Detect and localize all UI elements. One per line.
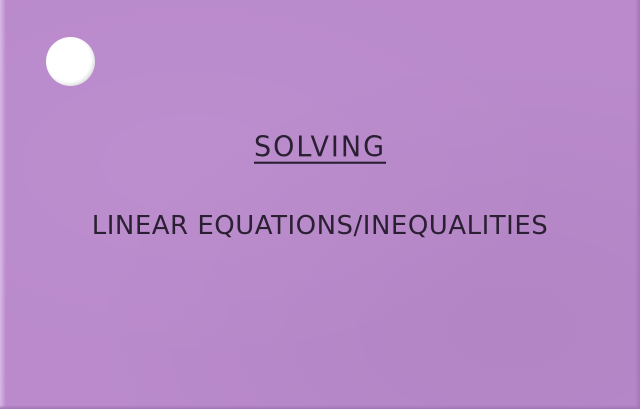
card-subtitle: LINEAR EQUATIONS/INEQUALITIES <box>91 211 549 241</box>
punch-hole <box>46 37 95 86</box>
card-edge-right <box>635 0 640 409</box>
card-title <box>0 131 640 164</box>
card-edge-left <box>0 0 6 409</box>
card-edge-bottom <box>0 405 640 409</box>
card-title-text: SOLVING <box>253 131 387 164</box>
